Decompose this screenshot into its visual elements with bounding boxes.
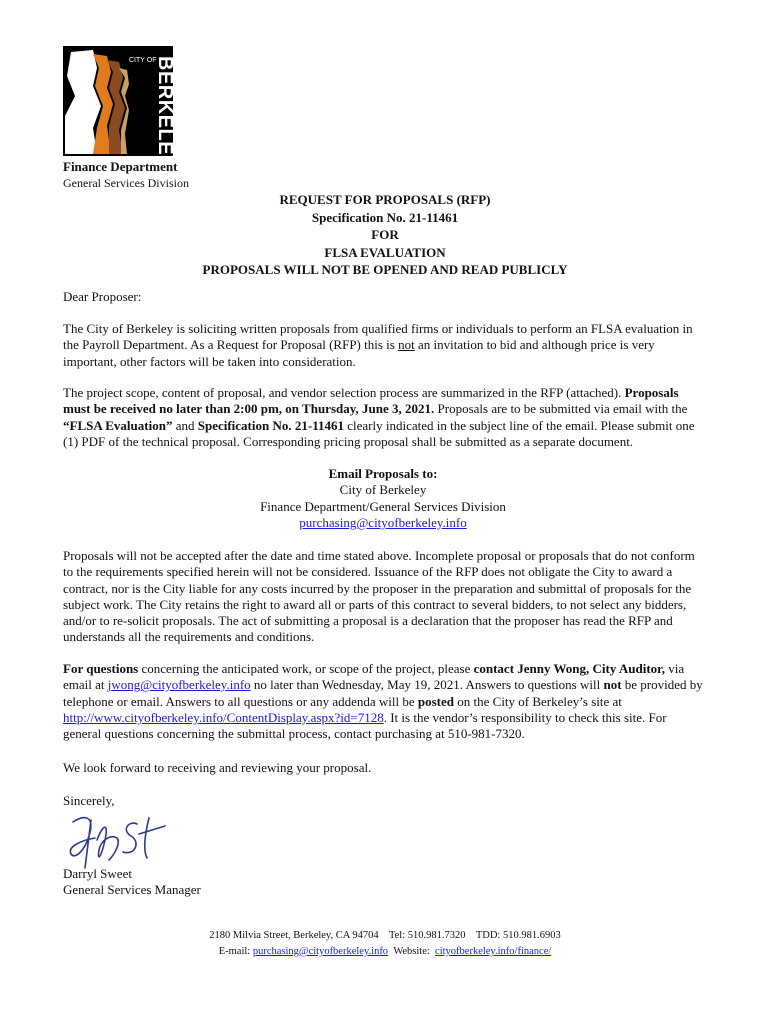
email-block-line1: City of Berkeley: [339, 482, 427, 498]
questions-not: not: [603, 677, 622, 693]
signer-name: Darryl Sweet: [63, 866, 132, 881]
closing-line: We look forward to receiving and reviewing your proposal.: [63, 760, 372, 775]
submission-text-d: clearly indicated in the subject line of the email. Please submit one (1) PDF of the technical proposal. Corresponding pricing proposal shall be submitted as a separate document.: [63, 417, 695, 449]
footer-website-label: Website: [393, 946, 427, 957]
submission-deadline: Proposals must be received no later than 2:00 pm, on Thursday, June 3, 2021.: [63, 385, 679, 417]
questions-text-c: no later than Wednesday, May 19, 2021. Answers to questions will: [250, 677, 604, 693]
sincerely: Sincerely,: [63, 793, 115, 808]
email-block-heading: Email Proposals to:: [328, 466, 438, 481]
footer-line-1: [0, 928, 770, 944]
footer-website-link[interactable]: cityofberkeley.info/finance/: [435, 946, 552, 957]
submission-spec: Specification No. 21-11461: [197, 417, 344, 433]
signature-image: [65, 810, 177, 870]
questions-url-link[interactable]: http://www.cityofberkeley.info/ContentDisplay.aspx?id=7128: [63, 709, 384, 725]
footer-line-2: E-mail: purchasing@cityofberkeley.info Website: cityofberkeley.info/finance/: [218, 946, 552, 957]
submission-text-c: and: [172, 417, 198, 433]
heading-line-2: Specification No. 21-11461: [311, 209, 459, 225]
questions-text-a: concerning the anticipated work, or scope of the project, please: [138, 661, 474, 676]
intro-not: not: [398, 337, 415, 353]
intro-text-a: The City of Berkeley is soliciting written proposals from qualified firms or individuals to perform an FLSA evaluation in the Payroll Department. As a Request for Proposal (RFP) this is: [63, 321, 693, 353]
signer-title: General Services Manager: [63, 882, 201, 898]
footer-address: 2180 Milvia Street, Berkeley, CA 94704: [209, 930, 379, 941]
paragraph-intro: [63, 321, 703, 370]
questions-text-f: . It is the vendor’s responsibility to check this site. For general questions concerning the submittal process, contact purchasing at 510-981-7320.: [63, 709, 667, 742]
paragraph-conditions: Proposals will not be accepted after the date and time stated above. Incomplete proposal or proposals that do not conform to the requirements specified herein will not be considered. Issuance of the RFP does not obligate the City to award a contract, nor is the City liable for any costs incurred by the proposer in the preparation and submittal of proposals for the subject work. The City retains the right to award all or parts of this contract to several bidders, to not select any bidders, and/or to re-solicit proposals. The act of submitting a proposal is a declaration that the proposer has read the RFP and understands all the requirements and conditions.: [63, 548, 695, 645]
footer-tel: Tel: 510.981.7320: [388, 930, 466, 941]
paragraph-questions: [63, 661, 703, 742]
submission-text-a: The project scope, content of proposal, and vendor selection process are summarized in the RFP (attached).: [63, 385, 622, 400]
rfp-heading: [0, 191, 770, 279]
questions-posted: posted: [417, 693, 455, 709]
questions-contact: contact Jenny Wong, City Auditor,: [473, 661, 666, 676]
department-block: [63, 159, 189, 191]
footer-tdd: TDD: 510.981.6903: [475, 930, 561, 941]
questions-text-d: be provided by telephone or email. Answers to all questions or any addenda will be: [63, 677, 703, 709]
footer-email-link[interactable]: purchasing@cityofberkeley.info: [252, 946, 389, 957]
submission-flsa: “FLSA Evaluation”: [63, 417, 173, 433]
division-name: General Services Division: [63, 176, 189, 190]
heading-line-5: PROPOSALS WILL NOT BE OPENED AND READ PUBLICLY: [202, 262, 568, 277]
logo-text-top: CITY OF: [129, 57, 157, 64]
questions-email-link[interactable]: jwong@cityofberkeley.info: [107, 677, 251, 693]
questions-text-b: via email at: [63, 661, 685, 693]
email-proposals-block: [63, 466, 703, 531]
signer-block: [63, 866, 703, 899]
submission-text-b: Proposals are to be submitted via email with the: [434, 401, 688, 417]
heading-line-1: REQUEST FOR PROPOSALS (RFP): [279, 192, 491, 207]
footer-email-label: E-mail:: [218, 946, 253, 957]
logo-text-main: BERKELEY: [154, 56, 176, 169]
intro-text-b: an invitation to bid and although price is very important, other factors will be taken into consideration.: [63, 337, 655, 369]
paragraph-submission: [63, 385, 703, 450]
footer: [0, 928, 770, 960]
greeting: Dear Proposer:: [63, 289, 142, 304]
heading-line-4: FLSA EVALUATION: [324, 244, 446, 260]
email-block-link[interactable]: purchasing@cityofberkeley.info: [299, 514, 467, 530]
questions-text-e: on the City of Berkeley’s site at: [454, 693, 622, 709]
heading-line-3: FOR: [371, 227, 399, 242]
questions-bold: For questions: [63, 661, 139, 676]
email-block-line2: Finance Department/General Services Division: [260, 498, 506, 514]
department-name: Finance Department: [63, 159, 178, 174]
